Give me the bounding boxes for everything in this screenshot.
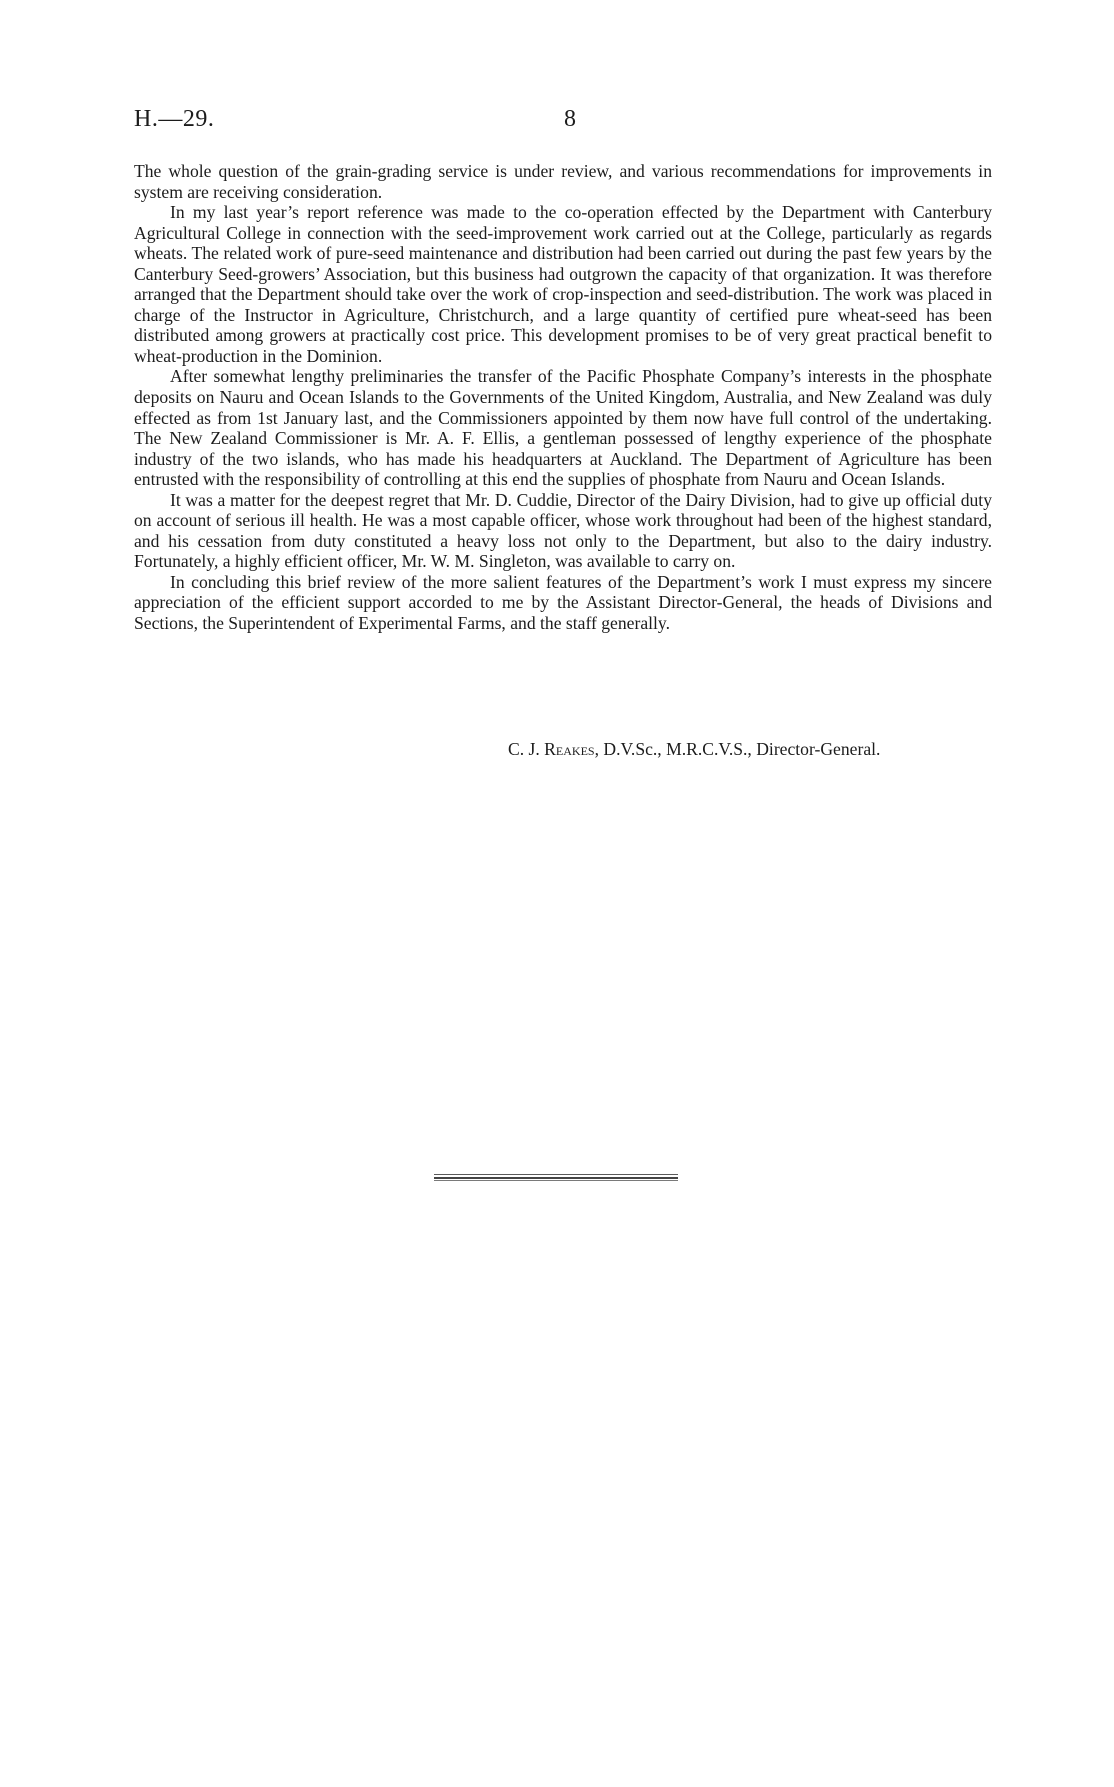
paragraph-dairy-division: It was a matter for the deepest regret that Mr. D. Cuddie, Director of the Dairy Division, had to give up official duty on account of serious ill health. He was a most capable officer, whose work throughout had been of the highest standard, and his cessation from duty constituted a heavy loss not only to the Department, but also to the dairy industry. Fortunately, a highly efficient officer, Mr. W. M. Singleton, was available to carry on. xyxy=(134,489,992,572)
page-header xyxy=(134,106,992,136)
end-rule-line xyxy=(434,1174,678,1175)
signature-line xyxy=(508,739,880,760)
signatory-credentials: , D.V.Sc., M.R.C.V.S., Director-General. xyxy=(594,739,881,759)
paragraph-seed-improvement: In my last year’s report reference was made to the co-operation effected by the Department with Canterbury Agricultural College in connection with the seed-improvement work carried out at the College, particularly as regards wheats. The related work of pure-seed maintenance and distribution had been carried out during the past few years by the Canterbury Seed-growers’ Association, but this business had outgrown the capacity of that organization. It was therefore arranged that the Department should take over the work of crop-inspection and seed-distribution. The work was placed in charge of the Instructor in Agriculture, Christchurch, and a large quantity of certified pure wheat-seed has been distributed among growers at practically cost price. This development promises to be of very great practical benefit to wheat-production in the Dominion. xyxy=(134,202,992,366)
document-reference: H.—29. xyxy=(134,106,215,132)
paragraph-phosphate: After somewhat lengthy preliminaries the transfer of the Pacific Phosphate Company’s interests in the phosphate deposits on Nauru and Ocean Islands to the Governments of the United Kingdom, Australia, and New Zealand was duly effected as from 1st January last, and the Commissioners appointed by them now have full control of the undertaking. The New Zealand Commissioner is Mr. A. F. Ellis, a gentleman possessed of lengthy experience of the phosphate industry of the two islands, who has made his headquarters at Auckland. The Department of Agriculture has been entrusted with the responsibility of controlling at this end the supplies of phosphate from Nauru and Ocean Islands. xyxy=(134,366,992,490)
signatory-name: C. J. Reakes xyxy=(508,739,595,759)
end-rule-line xyxy=(434,1180,678,1181)
paragraph-concluding: In concluding this brief review of the more salient features of the Department’s work I must express my sincere appreciation of the efficient support accorded to me by the Assistant Director-General, the heads of Divisions and Sections, the Superintendent of Experimental Farms, and the staff generally. xyxy=(134,571,992,634)
report-body xyxy=(134,161,992,634)
page-number: 8 xyxy=(564,106,576,132)
end-rule-line xyxy=(434,1177,678,1179)
end-rule-divider xyxy=(434,1174,678,1181)
paragraph-grain-grading: The whole question of the grain-grading service is under review, and various recommendations for improvements in system are receiving consideration. xyxy=(134,161,992,202)
